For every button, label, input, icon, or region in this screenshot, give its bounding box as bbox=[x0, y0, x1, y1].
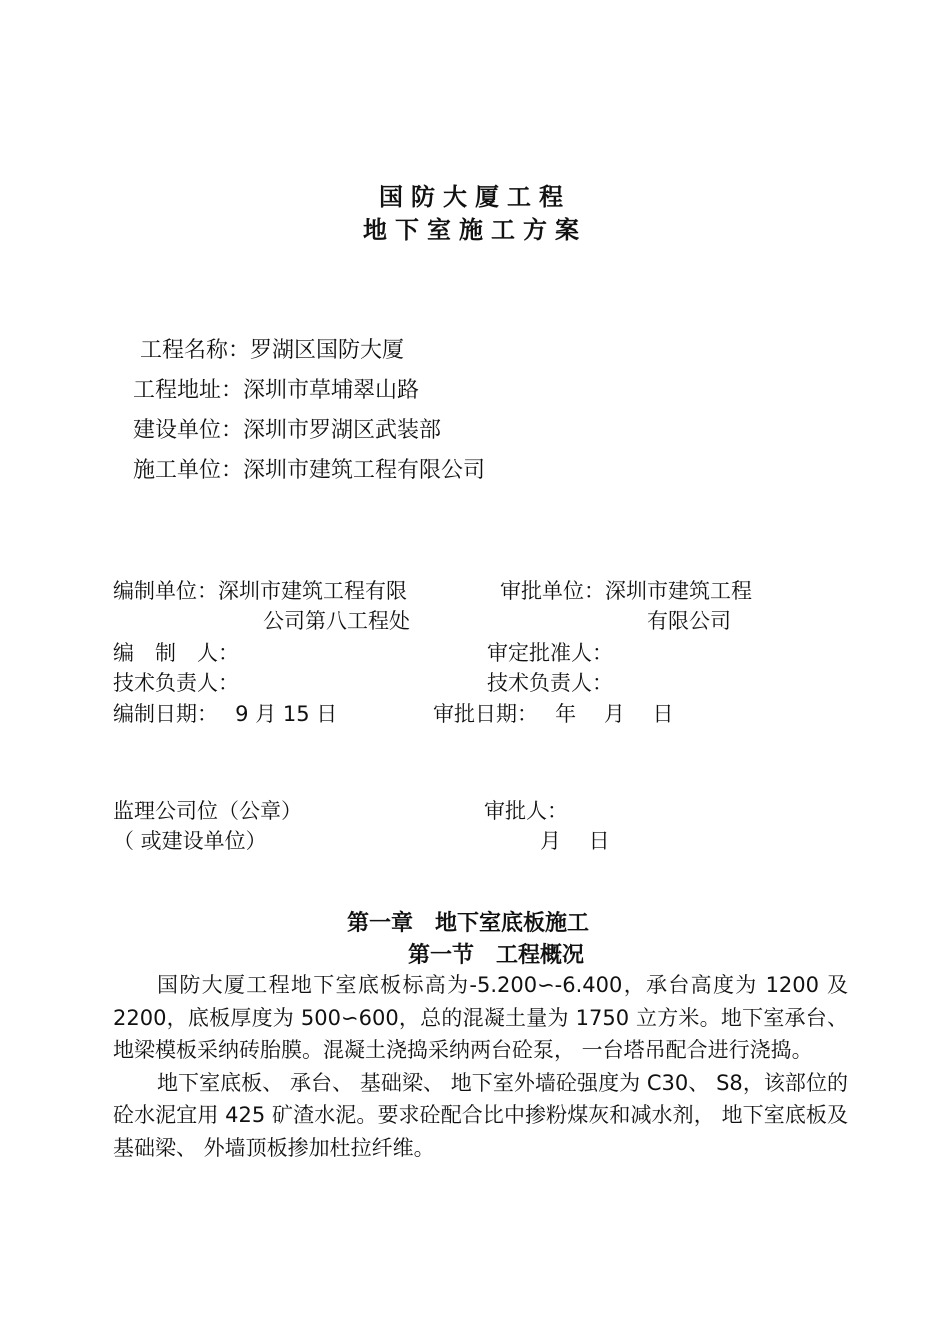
compile-date: 编制日期： 9 月 15 日 bbox=[113, 702, 338, 726]
approve-date: 审批日期： 年 月 日 bbox=[433, 702, 674, 726]
body-paragraph: 国防大厦工程地下室底板标高为-5.200∽-6.400，承台高度为 1200 及 2200，底板厚度为 500∽600，总的混凝土量为 1750 立方米。地下室承台、 地梁模板采纳砖胎膜。混凝土浇捣采纳两台砼泵， 一台塔吊配合进行浇捣。 bbox=[113, 973, 848, 1062]
chapter-title: 第一章 地下室底板施工 bbox=[347, 911, 590, 936]
section-title: 第一节 工程概况 bbox=[408, 943, 585, 968]
compile-unit: 编制单位：深圳市建筑工程有限 bbox=[113, 579, 407, 603]
tech-lead-left-label: 技术负责人： bbox=[113, 671, 239, 695]
body-paragraph: 地下室底板、 承台、 基础梁、 地下室外墙砼强度为 C30、 S8，该部位的砼水泥宜用 425 矿渣水泥。要求砼配合比中掺粉煤灰和减水剂， 地下室底板及基础梁、 外墙顶板掺加杜拉纤维。 bbox=[113, 1070, 848, 1160]
project-developer: 建设单位：深圳市罗湖区武装部 bbox=[133, 418, 442, 443]
document-title-line2: 地下室施工方案 bbox=[363, 216, 587, 244]
compile-unit-cont: 公司第八工程处 bbox=[263, 609, 410, 633]
supervision-approver: 审批人： bbox=[484, 799, 568, 823]
approve-unit: 审批单位：深圳市建筑工程 bbox=[500, 579, 752, 603]
supervision-company: 监理公司位（公章） bbox=[113, 799, 302, 823]
supervision-or-developer: （ 或建设单位） bbox=[113, 829, 267, 853]
approve-unit-cont: 有限公司 bbox=[647, 609, 731, 633]
supervision-date: 月 日 bbox=[540, 829, 610, 853]
project-contractor: 施工单位：深圳市建筑工程有限公司 bbox=[133, 458, 486, 483]
reviewer-label: 审定批准人： bbox=[487, 641, 613, 665]
chapter-body bbox=[113, 969, 848, 1164]
document-title-line1: 国防大厦工程 bbox=[379, 183, 571, 211]
project-address: 工程地址：深圳市草埔翠山路 bbox=[133, 378, 420, 403]
project-name: 工程名称：罗湖区国防大厦 bbox=[140, 338, 405, 363]
compiler-label: 编 制 人： bbox=[113, 641, 239, 665]
tech-lead-right-label: 技术负责人： bbox=[487, 671, 613, 695]
